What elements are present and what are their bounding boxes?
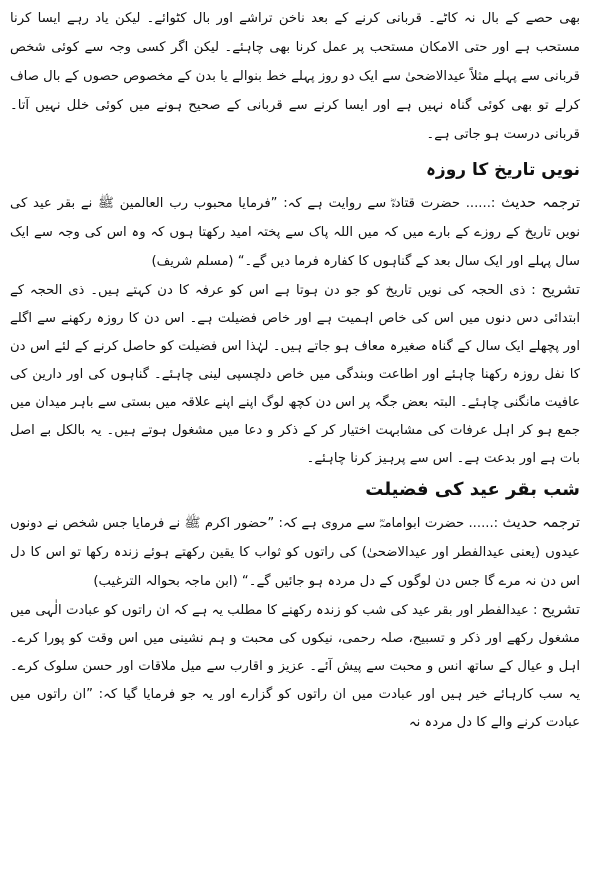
tashreeh-text-2: عیدالفطر اور بقر عید کی شب کو زندہ رکھنے کا مطلب یہ ہے کہ ان راتوں کو عبادت الٰہی میں مشغول رکھے اور ذکر و تسبیح، صلہ رحمی، نیکوں کی محبت و ہم نشینی میں اس وقت کو پورا کرے۔ اہل و عیال کے ساتھ انس و محبت سے پیش آئے۔ عزیز و اقارب سے میل ملاقات اور حسن سلوک کرے۔ یہ سب کارہائے خیر ہیں اور عبادت میں ان راتوں کو گزارے اور یہ جو فرمایا گیا کہ: ”ان راتوں میں عبادت کرنے والے کا دل مردہ نہ (10, 603, 580, 730)
section-heading-eid-night: شب بقر عید کی فضیلت (365, 479, 580, 500)
hadith-separator: :...... (459, 196, 502, 211)
hadith-text-2: حضرت ابوامامہؓ سے مروی ہے کہ: ”حضور اکرم ﷺ نے فرمایا جس شخص نے دونوں عیدوں (یعنی عیدالفطر اور عیدالاضحیٰ) کی راتوں کو ثواب کا یقین رکھتے ہوئے زندہ رکھا تو اس کا دل اس دن نہ مرے گا جس دن لوگوں کے دل مردہ ہو جائیں گے۔“ (ابن ماجہ بحوالہ الترغیب) (10, 516, 580, 589)
hadith-text-1: حضرت قتادہؓ سے روایت ہے کہ: ”فرمایا محبوب رب العالمین ﷺ نے بقر عید کی نویں تاریخ کے روزے کے بارے میں کہ میں اللہ پاک سے پختہ امید رکھتا ہوں کہ وہ اس کی وجہ سے ایک سال پہلے اور ایک سال بعد کے گناہوں کا کفارہ فرما دیں گے۔“ (مسلم شریف) (10, 196, 580, 269)
intro-text: بھی حصے کے بال نہ کاٹے۔ قربانی کرنے کے بعد ناخن تراشے اور بال کٹوائے۔ لیکن یاد رہے ایسا کرنا مستحب ہے اور حتی الامکان مستحب پر عمل کرنا بھی چاہئے۔ لیکن اگر کسی وجہ سے کوئی شخص قربانی سے پہلے مثلاً عیدالاضحیٰ سے ایک دو روز پہلے خط بنوالے یا بدن کے مخصوص حصوں کے بال صاف کرلے تو بھی کوئی گناہ نہیں ہے اور ایسا کرنے سے قربانی کے صحیح ہونے میں کوئی خلل نہیں آتا۔ قربانی درست ہو جاتی ہے۔ (10, 11, 580, 142)
intro-paragraph (10, 4, 580, 149)
hadith-translation-label: ترجمہ حدیث (502, 515, 580, 531)
tashreeh-separator: : (525, 283, 542, 298)
hadith-separator: :...... (464, 516, 503, 531)
hadith-translation-label: ترجمہ حدیث (501, 195, 580, 211)
tashreeh-separator: : (528, 603, 542, 618)
tashreeh-label: تشریح (541, 282, 580, 298)
tashreeh-text-1: ذی الحجہ کی نویں تاریخ کو جو دن ہوتا ہے اس کو عرفہ کا دن کہتے ہیں۔ ذی الحجہ کے ابتدائی دس دنوں میں اس کی خاص اہمیت ہے اور خاص فضیلت ہے۔ اس دن کا روزہ رکھنے سے اگلے اور پچھلے ایک سال کے گناہ صغیرہ معاف ہو جاتے ہیں۔ لہٰذا اس فضیلت کو حاصل کرنے کے لئے اس دن کا نفل روزہ رکھنا چاہئے اور اطاعت وبندگی میں خاص دلچسپی لینی چاہئے۔ گناہوں کی اور دارین کی عافیت مانگنی چاہئے۔ البتہ بعض جگہ پر اس دن کچھ لوگ اپنے اپنے علاقہ میں بستی سے باہر میدان میں جمع ہو کر اہل عرفات کی مشابہت اختیار کر کے ذکر و دعا میں مشغول ہوتے ہیں۔ یہ بالکل بے اصل بات ہے اور بدعت ہے۔ اس سے پرہیز کرنا چاہئے۔ (10, 283, 580, 466)
section-heading-arafah-fast: نویں تاریخ کا روزہ (425, 160, 580, 180)
tashreeh-paragraph-1 (10, 276, 580, 473)
tashreeh-label: تشریح (541, 602, 581, 618)
tashreeh-paragraph-2 (10, 596, 580, 737)
hadith-paragraph-2 (10, 509, 580, 596)
hadith-paragraph-1 (10, 189, 580, 276)
